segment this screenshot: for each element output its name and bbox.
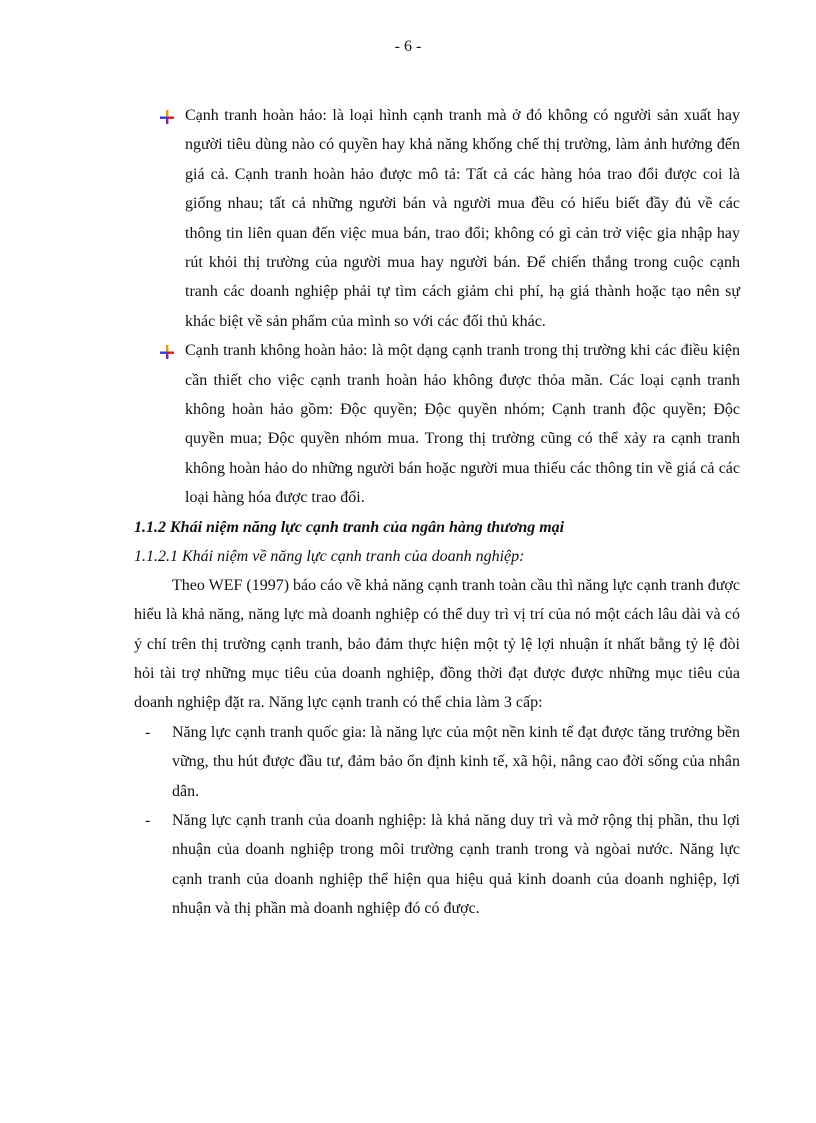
dash-marker: -	[145, 723, 151, 741]
section-heading: 1.1.2 Khái niệm năng lực cạnh tranh của ngân hàng thương mại	[134, 518, 565, 536]
dash-marker: -	[145, 811, 151, 829]
four-color-cross-icon	[159, 109, 175, 125]
bullet-text: Cạnh tranh hoàn hảo: là loại hình cạnh tranh mà ở đó không có người sản xuất hay người tiêu dùng nào có quyền hay khả năng khống chế thị trường, làm ảnh hưởng đến giá cả. Cạnh tranh hoàn hảo được mô tả: Tất cả các hàng hóa trao đổi được coi là giống nhau; tất cả những người bán và người mua đều có hiểu biết đầy đủ về các thông tin liên quan đến việc mua bán, trao đổi; không có gì cản trở việc gia nhập hay rút khỏi thị trường của người mua hay người bán. Để chiến thắng trong cuộc cạnh tranh các doanh nghiệp phải tự tìm cách giảm chi phí, hạ giá thành hoặc tạo nên sự khác biệt về sản phẩm của mình so với các đối thủ khác.	[185, 107, 740, 330]
dash-item-national	[134, 718, 740, 806]
bullet-perfect-competition	[134, 101, 740, 336]
page-number: - 6 -	[394, 38, 422, 55]
bullet-imperfect-competition	[134, 336, 740, 512]
dash-item-enterprise	[134, 806, 740, 924]
body-paragraph: Theo WEF (1997) báo cáo về khả năng cạnh tranh toàn cầu thì năng lực cạnh tranh được hiểu là khả năng, năng lực mà doanh nghiệp có thể duy trì vị trí của nó một cách lâu dài và có ý chí trên thị trường cạnh tranh, bảo đảm thực hiện một tỷ lệ lợi nhuận ít nhất bằng tỷ lệ đòi hỏi tài trợ những mục tiêu của doanh nghiệp, đồng thời đạt được được những mục tiêu của doanh nghiệp đặt ra. Năng lực cạnh tranh có thể chia làm 3 cấp:	[134, 576, 740, 712]
dash-item-text: Năng lực cạnh tranh quốc gia: là năng lực của một nền kinh tế đạt được tăng trưởng bền vững, thu hút được đầu tư, đảm bảo ổn định kinh tế, xã hội, nâng cao đời sống của nhân dân.	[172, 723, 740, 800]
page-content	[134, 101, 740, 924]
bullet-text: Cạnh tranh không hoàn hảo: là một dạng cạnh tranh trong thị trường khi các điều kiện cần thiết cho việc cạnh tranh hoàn hảo không được thỏa mãn. Các loại cạnh tranh không hoàn hảo gồm: Độc quyền; Độc quyền nhóm; Cạnh tranh độc quyền; Độc quyền mua; Độc quyền nhóm mua. Trong thị trường cũng có thể xảy ra cạnh tranh không hoàn hảo do những người bán hoặc người mua thiếu các thông tin về giá cả các loại hàng hóa được trao đổi.	[185, 342, 740, 507]
dash-item-text: Năng lực cạnh tranh của doanh nghiệp: là khả năng duy trì và mở rộng thị phần, thu lợi nhuận của doanh nghiệp trong môi trường cạnh tranh trong và ngòai nước. Năng lực cạnh tranh của doanh nghiệp thể hiện qua hiệu quả kinh doanh của doanh nghiệp, lợi nhuận và thị phần mà doanh nghiệp đó có được.	[172, 811, 740, 918]
four-color-cross-icon	[159, 344, 175, 360]
subsection-heading: 1.1.2.1 Khái niệm về năng lực cạnh tranh của doanh nghiệp:	[134, 547, 525, 565]
